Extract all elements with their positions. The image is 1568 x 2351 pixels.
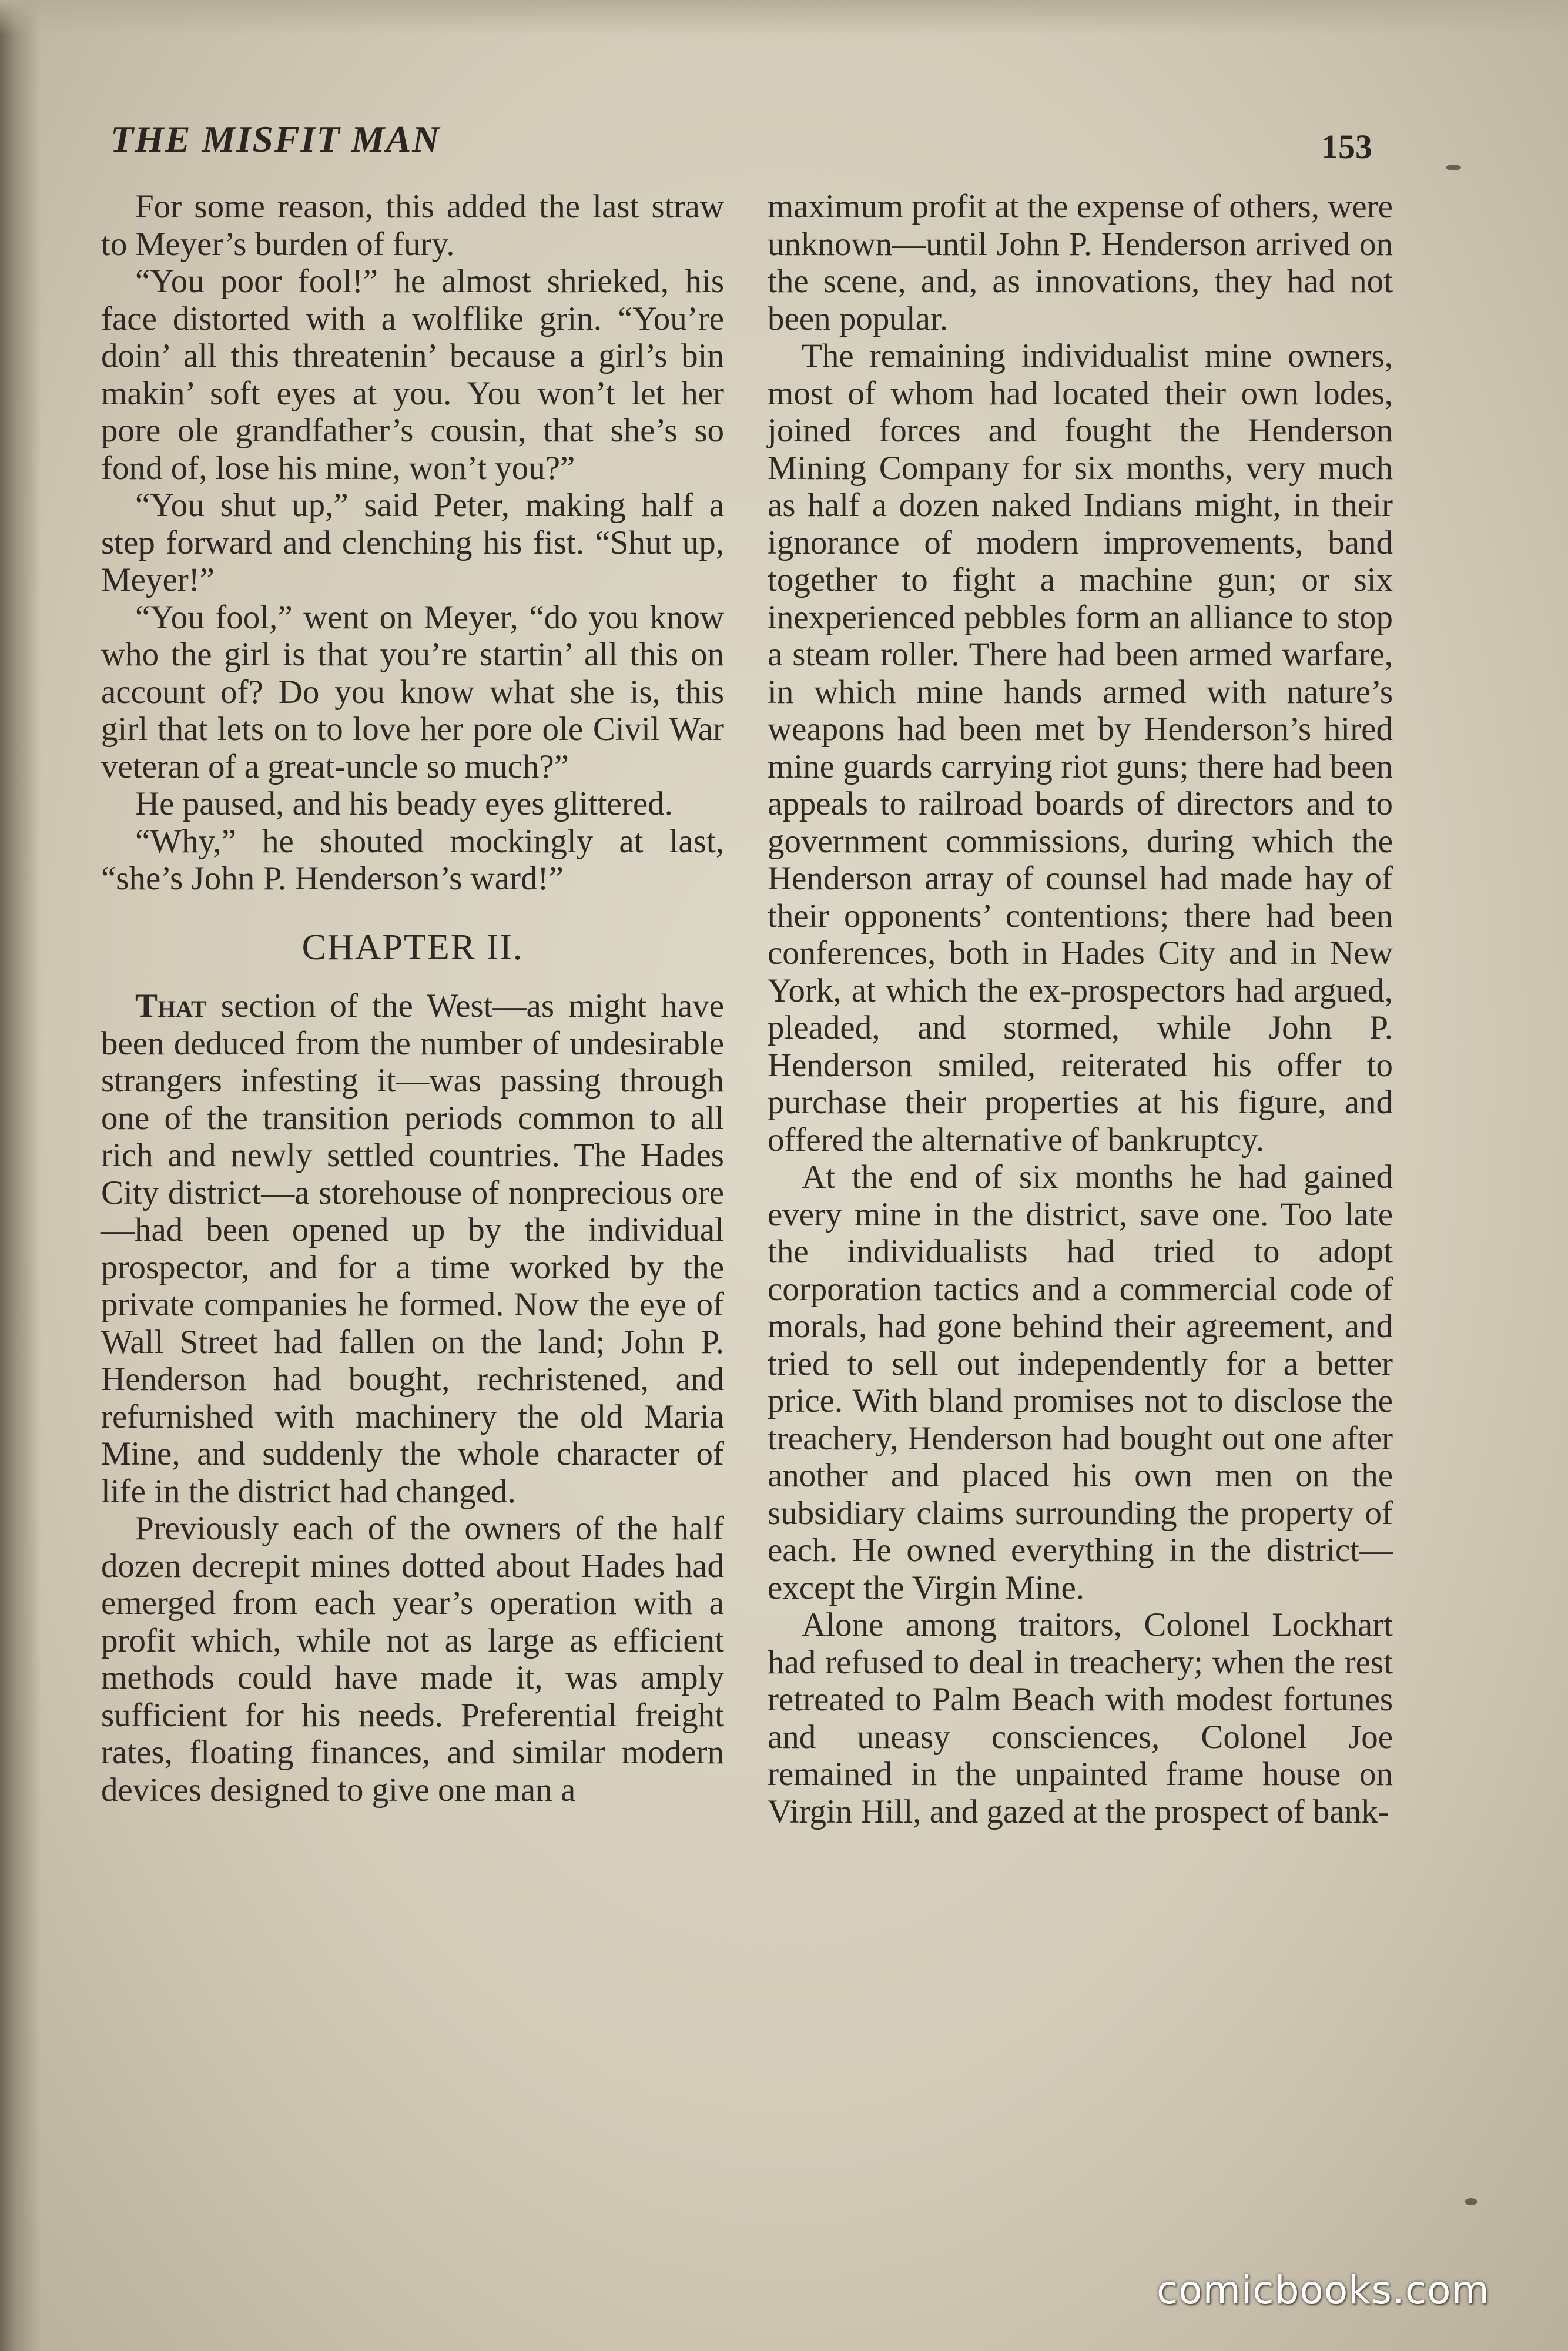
right-column (768, 188, 1393, 1830)
page-binding-shadow (0, 0, 41, 2351)
running-head: THE MISFIT MAN (110, 118, 441, 160)
paragraph: Alone among traitors, Colonel Lockhart had refused to deal in treachery; when the rest retreated to Palm Beach with modest fortunes and uneasy consciences, Colonel Joe remained in the unpainted frame house on Virgin Hill, and gazed at the prospect of bank- (768, 1606, 1393, 1830)
paragraph: For some reason, this added the last straw to Meyer’s burden of fury. (101, 188, 724, 263)
paragraph (101, 987, 724, 1510)
paper-speck (1446, 165, 1461, 170)
paragraph-text: section of the West—as might have been deduced from the number of undesirable strangers infesting it—was passing through one of the transition periods common to all rich and newly settled countries. The Hades City district—a storehouse of nonprecious ore—had been opened up by the individual prospector, and for a time worked by the private companies he formed. Now the eye of Wall Street had fallen on the land; John P. Henderson had bought, rechristened, and refurnished with machinery the old Maria Mine, and suddenly the whole character of life in the district had changed. (101, 987, 724, 1510)
page-top-shadow (0, 0, 1568, 35)
left-column (101, 188, 724, 1809)
paragraph: Previously each of the owners of the half dozen decrepit mines dotted about Hades had emerged from each year’s operation with a profit which, while not as large as efficient methods could have made it, was amply sufficient for his needs. Preferential freight rates, floating finances, and similar modern devices designed to give one man a (101, 1510, 724, 1809)
paragraph: “You fool,” went on Meyer, “do you know who the girl is that you’re startin’ all this on account of? Do you know what she is, this girl that lets on to love her pore ole Civil War veteran of a great-uncle so much?” (101, 598, 724, 785)
paragraph: “You poor fool!” he almost shrieked, his face distorted with a wolflike grin. “You’re doin’ all this threatenin’ because a girl’s bin makin’ soft eyes at you. You won’t let her pore ole grandfather’s cousin, that she’s so fond of, lose his mine, won’t you?” (101, 263, 724, 487)
paragraph: maximum profit at the expense of others, were unknown—until John P. Henderson arrived on the scene, and, as innovations, they had not been popular. (768, 188, 1393, 337)
paragraph: He paused, and his beady eyes glittered. (135, 785, 673, 822)
paragraph: “Why,” he shouted mockingly at last, “she’s John P. Henderson’s ward!” (101, 822, 724, 897)
page-number: 153 (1321, 128, 1372, 166)
chapter-heading: CHAPTER II. (301, 927, 524, 967)
paragraph: “You shut up,” said Peter, making half a step forward and clenching his fist. “Shut up, Meyer!” (101, 487, 724, 598)
paragraph: The remaining individualist mine owners, most of whom had located their own lodes, joined forces and fought the Henderson Mining Company for six months, very much as half a dozen naked Indians might, in their ignorance of modern improvements, band together to fight a machine gun; or six inexperienced pebbles form an alliance to stop a steam roller. There had been armed warfare, in which mine hands armed with nature’s weapons had been met by Henderson’s hired mine guards carrying riot guns; there had been appeals to railroad boards of directors and to government commissions, during which the Henderson array of counsel had made hay of their opponents’ contentions; there had been conferences, both in Hades City and in New York, at which the ex-prospectors had argued, pleaded, and stormed, while John P. Henderson smiled, reiterated his offer to purchase their properties at his figure, and offered the alternative of bankruptcy. (768, 337, 1393, 1158)
paper-speck (1465, 2198, 1477, 2205)
drop-word: That (135, 987, 207, 1024)
watermark: comicbooks.com (1157, 2268, 1490, 2313)
paragraph: At the end of six months he had gained every mine in the district, save one. Too late the individualists had tried to adopt corporation tactics and a commercial code of morals, had gone behind their agreement, and tried to sell out independently for a better price. With bland promises not to disclose the treachery, Henderson had bought out one after another and placed his own men on the subsidiary claims surrounding the property of each. He owned everything in the district—except the Virgin Mine. (768, 1158, 1393, 1606)
